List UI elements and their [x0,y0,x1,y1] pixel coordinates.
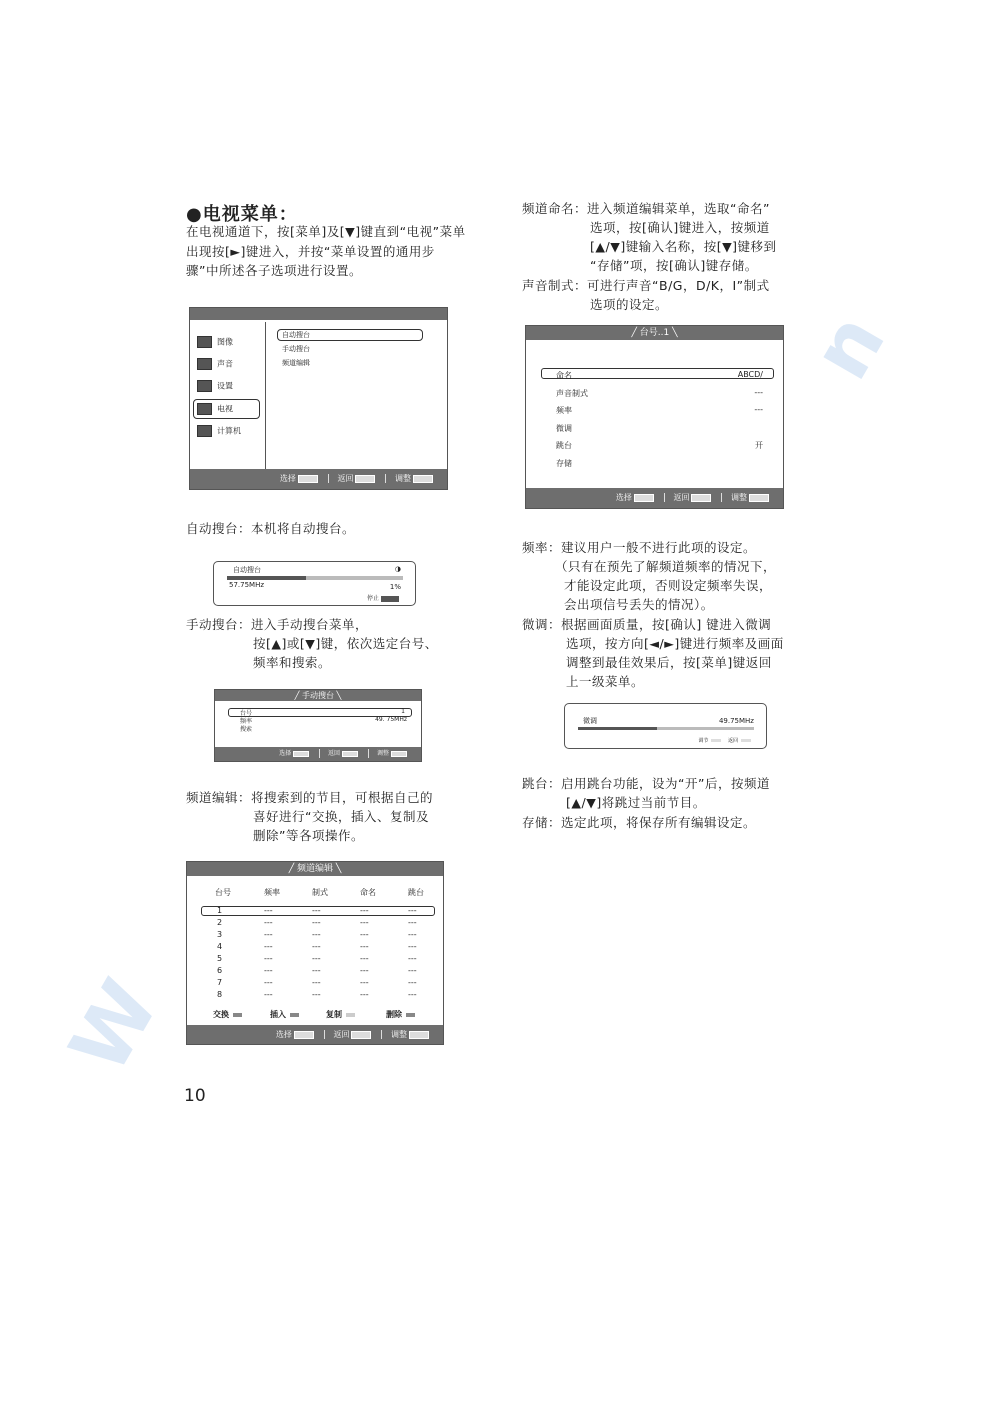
fine-tune-bar [578,727,754,730]
watermark-stroke-right: n [793,298,903,395]
fine-tune-footer: 调节 返回 [698,737,756,744]
channel-edit-cell: --- [360,954,369,963]
manual-search-osd [214,689,422,762]
channel-edit-column-header: 跳台 [408,888,424,897]
channel-edit-cell: --- [408,906,417,915]
return-key-icon [740,738,752,743]
manual-search-label: 手动搜台：进入手动搜台菜单， [186,617,369,632]
fine-tune-bar-fill [578,727,657,730]
return-key-icon [351,1031,371,1039]
detail-row-value: --- [754,405,763,414]
channel-edit-cell: --- [408,990,417,999]
watermark-stroke-left: W [51,965,177,1088]
option-manual-search[interactable]: 手动搜台 [282,345,310,353]
channel-edit-row-number[interactable]: 8 [217,990,223,999]
channel-edit-osd [186,861,444,1045]
adjust-key-icon [710,738,722,743]
detail-row-value: --- [754,387,763,397]
channel-edit-osd-title: ╱ 频道编辑 ╲ [187,862,443,876]
channel-edit-cell: --- [360,990,369,999]
channel-edit-cell: --- [312,918,321,927]
auto-search-osd [213,561,416,606]
speaker-icon [197,358,212,370]
detail-row-value: ABCD/ [737,370,763,379]
channel-edit-cell: --- [264,906,273,915]
select-key-icon [634,494,654,502]
channel-edit-cell: --- [264,954,273,963]
channel-edit-cell: --- [312,954,321,963]
fine-tune-line-3: 调整到最佳效果后，按[菜单]键返回 [566,655,772,670]
color-key-icon [290,1013,299,1017]
channel-edit-cell: --- [408,966,417,975]
picture-icon [197,336,212,348]
manual-row-channel-value: 1 [401,708,405,715]
page-number: 10 [184,1086,206,1106]
color-key-icon [406,1013,415,1017]
channel-edit-cell: --- [360,930,369,939]
channel-edit-cell: --- [408,954,417,963]
setup-icon [197,380,212,392]
channel-edit-row-number[interactable]: 6 [217,966,223,975]
naming-line-3: [▲/▼]键输入名称，按[▼]键移到 [590,239,777,254]
naming-line-2: 选项，按[确认]键进入，按频道 [590,220,770,235]
channel-edit-row-number[interactable]: 4 [217,942,223,951]
frequency-line-3: 才能设定此项，否则设定频率失误， [564,578,773,593]
channel-edit-cell: --- [264,930,273,939]
select-key-icon [294,1031,314,1039]
channel-edit-cell: --- [360,966,369,975]
channel-edit-cell: --- [360,978,369,987]
channel-edit-cell: --- [360,942,369,951]
detail-row-label[interactable]: 跳台 [556,441,572,450]
channel-edit-cell: --- [312,906,321,915]
detail-row-label[interactable]: 命名 [556,371,572,380]
auto-search-bar [227,576,403,580]
adjust-key-icon [391,751,407,757]
channel-edit-cell: --- [312,978,321,987]
fine-tune-line-2: 选项，按方向[◄/►]键进行频率及画面 [566,636,784,651]
channel-edit-column-header: 命名 [360,888,376,897]
select-key-icon [298,475,318,483]
adjust-key-icon [413,475,433,483]
detail-row-label[interactable]: 微调 [556,423,572,433]
side-divider [265,322,266,472]
detail-row-label[interactable]: 声音制式 [556,388,588,398]
side-item-picture[interactable]: 图像 [197,336,233,348]
manual-row-search[interactable]: 搜索 [240,726,253,733]
auto-search-label: 自动搜台：本机将自动搜台。 [186,521,356,536]
channel-edit-row-number[interactable]: 7 [217,978,223,987]
channel-row-highlight [201,906,435,916]
skip-line-2: [▲/▼]将跳过当前节目。 [566,795,706,810]
channel-edit-row-number[interactable]: 1 [217,906,223,915]
channel-edit-cell: --- [408,942,417,951]
fine-tune-freq: 49.75MHz [718,717,754,725]
frequency-line-2: （只有在预先了解频道频率的情况下， [555,559,777,574]
channel-edit-cell: --- [312,930,321,939]
channel-edit-cell: --- [264,990,273,999]
side-item-computer[interactable]: 计算机 [197,425,241,437]
adjust-key-icon [749,494,769,502]
channel-edit-action[interactable] [270,1009,299,1020]
manual-row-frequency-value: 49. 75MHz [375,716,407,723]
osd-footer: 选择 返回 调整 [190,469,447,489]
sound-system-label: 声音制式：可进行声音“B/G，D/K，I”制式 [522,278,770,293]
side-item-tv[interactable]: 电视 [197,403,233,415]
channel-edit-label: 频道编辑：将搜索到的节目，可根据自己的 [186,790,434,805]
auto-search-percent: 1% [389,583,401,591]
fine-tune-label: 微调：根据画面质量，按[确认] 键进入微调 [522,617,772,632]
skip-label: 跳台：启用跳台功能，设为“开”后，按频道 [522,776,770,791]
auto-search-freq: 57.75MHz [229,581,265,589]
refresh-icon: ◑ [394,565,401,573]
channel-edit-cell: --- [360,906,369,915]
side-item-sound[interactable]: 声音 [197,358,233,370]
detail-row-label[interactable]: 存储 [556,458,572,468]
channel-edit-action-label: 删除 [386,1010,402,1019]
option-channel-edit[interactable]: 频道编辑 [282,359,310,367]
option-auto-search[interactable]: 自动搜台 [282,331,310,339]
channel-edit-action-label: 交换 [213,1010,229,1019]
return-key-icon [342,751,358,757]
channel-edit-action[interactable] [213,1009,242,1020]
return-key-icon [355,475,375,483]
fine-tune-line-4: 上一级菜单。 [566,674,645,689]
manual-search-osd-title: ╱ 手动搜台 ╲ [215,690,421,701]
channel-edit-cell: --- [264,918,273,927]
naming-line-4: “存储”项，按[确认]键存储。 [590,258,758,273]
color-key-icon [346,1013,355,1017]
tv-menu-intro: 在电视通道下，按[菜单]及[▼]键直到“电视”菜单出现按[►]键进入，并按“菜单设置的通用步骤”中所述各子选项进行设置。 [186,224,466,278]
channel-edit-cell: --- [360,918,369,927]
frequency-label: 频率：建议用户一般不进行此项的设定。 [522,540,757,555]
detail-row-value: 开 [755,441,763,450]
channel-edit-cell: --- [264,942,273,951]
color-key-icon [233,1013,242,1017]
channel-edit-footer: 选择 返回 调整 [187,1025,443,1044]
channel-edit-cell: --- [264,966,273,975]
channel-edit-cell: --- [264,978,273,987]
tv-menu-heading: ●电视菜单： [186,204,298,225]
manual-row-frequency[interactable]: 频率 [240,718,253,725]
channel-edit-desc-3: 删除”等各项操作。 [253,828,364,843]
detail-row-label[interactable]: 频率 [556,406,572,415]
manual-search-footer: 选择 返回 调整 [215,747,421,761]
channel-edit-cell: --- [408,978,417,987]
stop-hint: 停止 [367,593,403,602]
channel-edit-action[interactable] [326,1009,355,1020]
auto-search-bar-fill [227,576,306,580]
frequency-line-4: 会出项信号丢失的情况）。 [564,597,714,612]
manual-row-channel[interactable]: 台号 [240,710,253,717]
channel-edit-cell: --- [408,930,417,939]
fine-tune-title: 微调 [583,717,597,725]
adjust-key-icon [409,1031,429,1039]
channel-edit-row-number[interactable]: 5 [217,954,223,963]
channel-edit-column-header: 频率 [264,888,280,897]
channel-edit-action[interactable] [386,1009,415,1020]
channel-edit-action-label: 复制 [326,1010,342,1019]
channel-detail-footer: 选择 返回 调整 [526,488,783,508]
osd-header [190,308,447,320]
channel-edit-row-number[interactable]: 3 [217,930,223,939]
channel-edit-cell: --- [408,918,417,927]
channel-edit-cell: --- [312,966,321,975]
sound-system-line-2: 选项的设定。 [590,297,669,312]
tv-icon [197,403,212,415]
manual-search-desc-3: 频率和搜索。 [253,655,332,670]
channel-edit-column-header: 台号 [215,888,231,897]
channel-edit-cell: --- [312,942,321,951]
channel-edit-column-header: 制式 [312,888,328,897]
channel-detail-osd-title: ╱ 台号..1 ╲ [526,326,783,340]
select-key-icon [293,751,309,757]
tv-menu-osd [189,307,448,490]
fine-tune-osd [564,703,767,749]
stop-key-icon [381,596,399,602]
computer-icon [197,425,212,437]
channel-edit-desc-2: 喜好进行“交换，插入、复制及 [253,809,429,824]
channel-edit-action-label: 插入 [270,1010,286,1019]
naming-label: 频道命名：进入频道编辑菜单，选取“命名” [522,201,770,216]
channel-edit-cell: --- [312,990,321,999]
channel-detail-osd [525,325,784,509]
store-label: 存储：选定此项，将保存所有编辑设定。 [522,815,757,830]
channel-edit-row-number[interactable]: 2 [217,918,223,927]
manual-search-desc-2: 按[▲]或[▼]键，依次选定台号、 [253,636,438,651]
side-item-setup[interactable]: 设置 [197,380,233,392]
auto-search-title: 自动搜台 [233,566,261,574]
return-key-icon [691,494,711,502]
